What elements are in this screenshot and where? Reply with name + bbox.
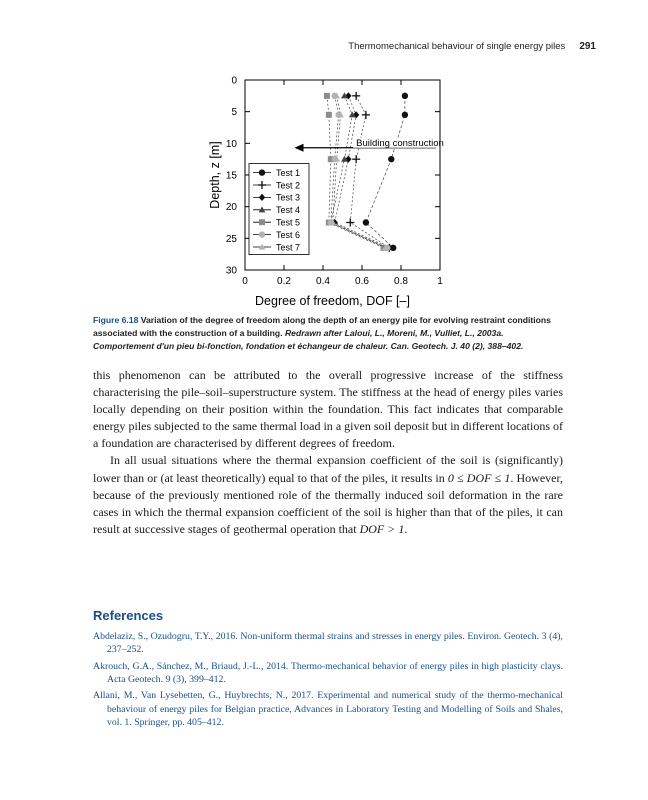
series-line: [331, 96, 386, 248]
data-point: [402, 93, 408, 99]
series-line: [331, 96, 388, 248]
depth-dof-chart: [200, 68, 470, 308]
series-line: [350, 96, 389, 248]
references-heading: References: [93, 608, 164, 623]
data-point: [363, 219, 369, 225]
x-tick-label: 0: [242, 276, 248, 287]
dof-range-inequality: 0 ≤ DOF ≤ 1: [447, 470, 511, 485]
dof-greater-inequality: DOF > 1: [359, 521, 405, 536]
caption-label: Figure 6.18: [93, 315, 139, 325]
x-tick-label: 0.4: [316, 276, 330, 287]
legend-label: Test 2: [276, 180, 301, 191]
legend-label: Test 6: [276, 229, 301, 240]
legend-marker: [259, 169, 265, 175]
page-number: 291: [579, 41, 596, 52]
data-point: [402, 112, 408, 118]
running-head: [348, 41, 596, 52]
reference-item[interactable]: Abdelaziz, S., Ozudogru, T.Y., 2016. Non-uniform thermal strains and stresses in energy piles. Environ. Geotech. 3 (4), 237–252.: [93, 631, 563, 656]
paragraph-2-text-b: . However, because of the previously mentioned role of the thermally induced soil deformation in the rare cases in which the thermal expansion coefficient of the soil is higher than that of the piles, it can result at successive stages of geothermal operation that: [93, 470, 563, 536]
y-tick-label: 10: [225, 138, 237, 150]
x-tick-label: 0.2: [277, 276, 291, 287]
data-point: [362, 111, 370, 119]
data-point: [352, 155, 360, 163]
running-title: Thermomechanical behaviour of single energy piles: [348, 41, 566, 52]
y-tick-label: 20: [225, 202, 237, 214]
figure-caption: [93, 314, 563, 353]
y-tick-label: 5: [231, 107, 237, 119]
y-tick-label: 15: [225, 170, 237, 182]
legend-label: Test 1: [276, 167, 301, 178]
legend-marker: [259, 231, 265, 237]
x-axis-label: Degree of freedom, DOF [–]: [255, 294, 410, 308]
y-tick-label: 30: [225, 265, 237, 277]
data-point: [352, 92, 360, 100]
reference-list: [93, 630, 563, 732]
legend-label: Test 7: [276, 242, 301, 253]
y-tick-label: 0: [231, 75, 237, 87]
paragraph-2-text-a: In all usual situations where the thermal expansion coefficient of the soil is (significantly) lower than or (at least theoretically) equal to that of the piles, it results in: [93, 453, 563, 485]
body-text: [93, 367, 563, 538]
x-tick-label: 1: [437, 276, 443, 287]
caption-source: Redrawn after Laloui, L., Moreni, M., Vulliet, L., 2003a. Comportement d'un pieu bi-fonction, fondation et échangeur de chaleur. Can. Geotech. J. 40 (2), 388–402.: [93, 328, 524, 351]
annotation-label: Building construction: [356, 137, 444, 149]
legend-label: Test 5: [276, 217, 301, 228]
paragraph-2: [93, 452, 563, 537]
reference-item[interactable]: Allani, M., Van Lysebetten, G., Huybrechts, N., 2017. Experimental and numerical study of the thermo-mechanical behaviour of energy piles for Belgian practice, Advances in Laboratory Testing and Modelling of Soils and Shales, vol. 1. Springer, pp. 405–412.: [93, 690, 563, 728]
data-point: [388, 156, 394, 162]
series-line: [366, 96, 405, 248]
legend-label: Test 3: [276, 192, 301, 203]
paragraph-2-text-c: .: [404, 521, 408, 536]
data-point: [324, 93, 330, 99]
data-point: [346, 219, 354, 227]
data-point: [326, 112, 332, 118]
y-axis-label: Depth, z [m]: [208, 141, 222, 209]
reference-item[interactable]: Akrouch, G.A., Sánchez, M., Briaud, J.-L., 2014. Thermo-mechanical behavior of energy piles in high plasticity clays. Acta Geotech. 9 (3), 399–412.: [93, 660, 563, 685]
caption-title: Variation of the degree of freedom along the depth of an energy pile for evolving restraint conditions associated with the construction of a building.: [93, 315, 551, 338]
x-tick-label: 0.6: [355, 276, 369, 287]
paragraph-1: this phenomenon can be attributed to the overall progressive increase of the stiffness characterising the pile–soil–superstructure system. The stiffness at the head of energy piles varies locally depending on their position within the foundation. This fact indicates that comparable energy piles subjected to the same thermal load in a given soil deposit but in different locations of a foundation are characterised by different degrees of freedom.: [93, 368, 563, 451]
x-tick-label: 0.8: [394, 276, 408, 287]
construction-arrowhead: [295, 144, 304, 152]
y-tick-label: 25: [225, 233, 237, 245]
legend-label: Test 4: [276, 205, 301, 216]
series-line: [335, 96, 390, 248]
legend-marker: [259, 219, 265, 225]
